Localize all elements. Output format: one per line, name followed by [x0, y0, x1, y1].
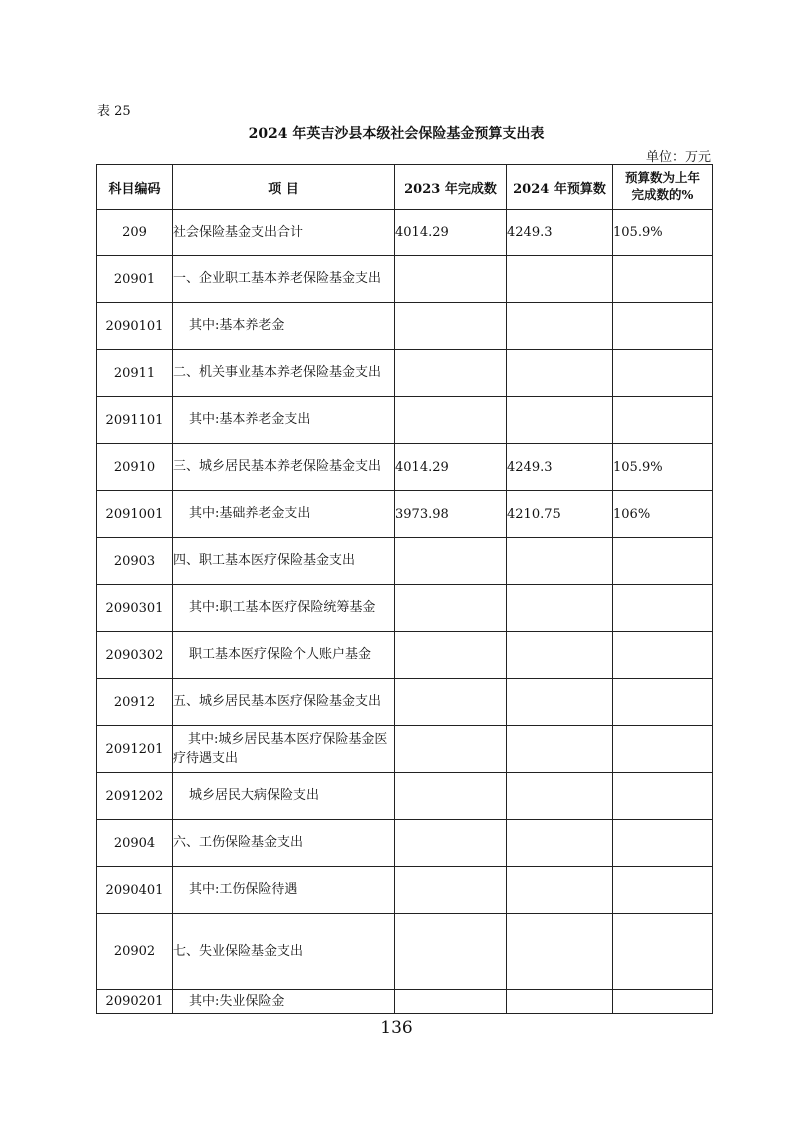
- table-row: [97, 990, 713, 1014]
- row-name: 六、工伤保险基金支出: [173, 820, 395, 867]
- table-header-row: [97, 165, 713, 210]
- table-row: [97, 444, 713, 491]
- row-ratio: [613, 397, 713, 444]
- row-budget-2024: [507, 914, 613, 990]
- header-code: 科目编码: [97, 165, 173, 210]
- row-code: 2091202: [97, 773, 173, 820]
- row-name: 一、企业职工基本养老保险基金支出: [173, 256, 395, 303]
- row-name: 三、城乡居民基本养老保险基金支出: [173, 444, 395, 491]
- row-completed-2023: [395, 397, 507, 444]
- row-ratio: [613, 773, 713, 820]
- table-row: [97, 491, 713, 538]
- row-code: 2090301: [97, 585, 173, 632]
- row-budget-2024: 4249.3: [507, 210, 613, 256]
- row-code: 209: [97, 210, 173, 256]
- row-completed-2023: [395, 726, 507, 773]
- row-budget-2024: 4210.75: [507, 491, 613, 538]
- row-code: 2090401: [97, 867, 173, 914]
- row-name: 城乡居民大病保险支出: [173, 773, 395, 820]
- table-row: [97, 914, 713, 990]
- row-completed-2023: [395, 990, 507, 1014]
- row-ratio: [613, 867, 713, 914]
- row-name: 其中:基础养老金支出: [173, 491, 395, 538]
- table-row: [97, 397, 713, 444]
- row-ratio: [613, 726, 713, 773]
- row-name: 社会保险基金支出合计: [173, 210, 395, 256]
- header-ratio-line1: 预算数为上年: [624, 170, 700, 186]
- row-completed-2023: 4014.29: [395, 444, 507, 491]
- row-name: 四、职工基本医疗保险基金支出: [173, 538, 395, 585]
- table-row: [97, 679, 713, 726]
- row-budget-2024: [507, 538, 613, 585]
- row-ratio: 106%: [613, 491, 713, 538]
- row-ratio: [613, 303, 713, 350]
- row-code: 20904: [97, 820, 173, 867]
- table-row: [97, 726, 713, 773]
- row-budget-2024: [507, 679, 613, 726]
- row-name: 职工基本医疗保险个人账户基金: [173, 632, 395, 679]
- row-ratio: 105.9%: [613, 444, 713, 491]
- table-row: [97, 350, 713, 397]
- row-budget-2024: 4249.3: [507, 444, 613, 491]
- row-ratio: 105.9%: [613, 210, 713, 256]
- row-name: 其中:基本养老金支出: [173, 397, 395, 444]
- row-completed-2023: [395, 632, 507, 679]
- row-completed-2023: [395, 773, 507, 820]
- row-completed-2023: [395, 867, 507, 914]
- row-completed-2023: [395, 914, 507, 990]
- page-number: 136: [380, 1018, 413, 1038]
- row-code: 20903: [97, 538, 173, 585]
- row-ratio: [613, 585, 713, 632]
- row-ratio: [613, 350, 713, 397]
- row-code: 2091001: [97, 491, 173, 538]
- row-completed-2023: [395, 303, 507, 350]
- row-code: 2090302: [97, 632, 173, 679]
- table-row: [97, 256, 713, 303]
- row-ratio: [613, 820, 713, 867]
- row-name: 其中:工伤保险待遇: [173, 867, 395, 914]
- unit-label: 单位：万元: [645, 150, 711, 165]
- table-row: [97, 632, 713, 679]
- row-completed-2023: 3973.98: [395, 491, 507, 538]
- row-code: 2090201: [97, 990, 173, 1014]
- row-name-text: 其中:城乡居民基本医疗保险基金医疗待遇支出: [173, 731, 388, 766]
- table-row: [97, 538, 713, 585]
- header-ratio-line2: 完成数的%: [631, 187, 694, 202]
- row-budget-2024: [507, 397, 613, 444]
- row-name: 七、失业保险基金支出: [173, 914, 395, 990]
- table-row: [97, 820, 713, 867]
- row-ratio: [613, 256, 713, 303]
- row-name: 二、机关事业基本养老保险基金支出: [173, 350, 395, 397]
- row-completed-2023: [395, 679, 507, 726]
- row-code: 2090101: [97, 303, 173, 350]
- table-row: [97, 773, 713, 820]
- header-ratio: [613, 165, 713, 210]
- row-budget-2024: [507, 773, 613, 820]
- row-name: [173, 726, 395, 773]
- header-item: 项 目: [173, 165, 395, 210]
- table-row: [97, 867, 713, 914]
- row-completed-2023: [395, 538, 507, 585]
- row-completed-2023: [395, 350, 507, 397]
- row-completed-2023: [395, 820, 507, 867]
- row-code: 2091201: [97, 726, 173, 773]
- row-completed-2023: 4014.29: [395, 210, 507, 256]
- row-completed-2023: [395, 585, 507, 632]
- budget-table: [96, 164, 713, 1014]
- row-name: 其中:职工基本医疗保险统筹基金: [173, 585, 395, 632]
- row-ratio: [613, 679, 713, 726]
- row-budget-2024: [507, 726, 613, 773]
- row-code: 20911: [97, 350, 173, 397]
- row-budget-2024: [507, 820, 613, 867]
- row-budget-2024: [507, 303, 613, 350]
- row-budget-2024: [507, 350, 613, 397]
- row-code: 20901: [97, 256, 173, 303]
- row-budget-2024: [507, 632, 613, 679]
- row-name: 其中:基本养老金: [173, 303, 395, 350]
- row-code: 20902: [97, 914, 173, 990]
- row-budget-2024: [507, 256, 613, 303]
- row-completed-2023: [395, 256, 507, 303]
- table-row: [97, 303, 713, 350]
- row-ratio: [613, 990, 713, 1014]
- row-ratio: [613, 632, 713, 679]
- table-row: [97, 210, 713, 256]
- row-budget-2024: [507, 990, 613, 1014]
- header-completed-2023: 2023 年完成数: [395, 165, 507, 210]
- row-name: 五、城乡居民基本医疗保险基金支出: [173, 679, 395, 726]
- header-budget-2024: 2024 年预算数: [507, 165, 613, 210]
- row-code: 20912: [97, 679, 173, 726]
- row-code: 2091101: [97, 397, 173, 444]
- row-name: 其中:失业保险金: [173, 990, 395, 1014]
- row-ratio: [613, 914, 713, 990]
- row-budget-2024: [507, 867, 613, 914]
- row-budget-2024: [507, 585, 613, 632]
- table-label: 表 25: [97, 104, 131, 119]
- page-title: 2024 年英吉沙县本级社会保险基金预算支出表: [248, 126, 545, 142]
- table-row: [97, 585, 713, 632]
- row-ratio: [613, 538, 713, 585]
- row-code: 20910: [97, 444, 173, 491]
